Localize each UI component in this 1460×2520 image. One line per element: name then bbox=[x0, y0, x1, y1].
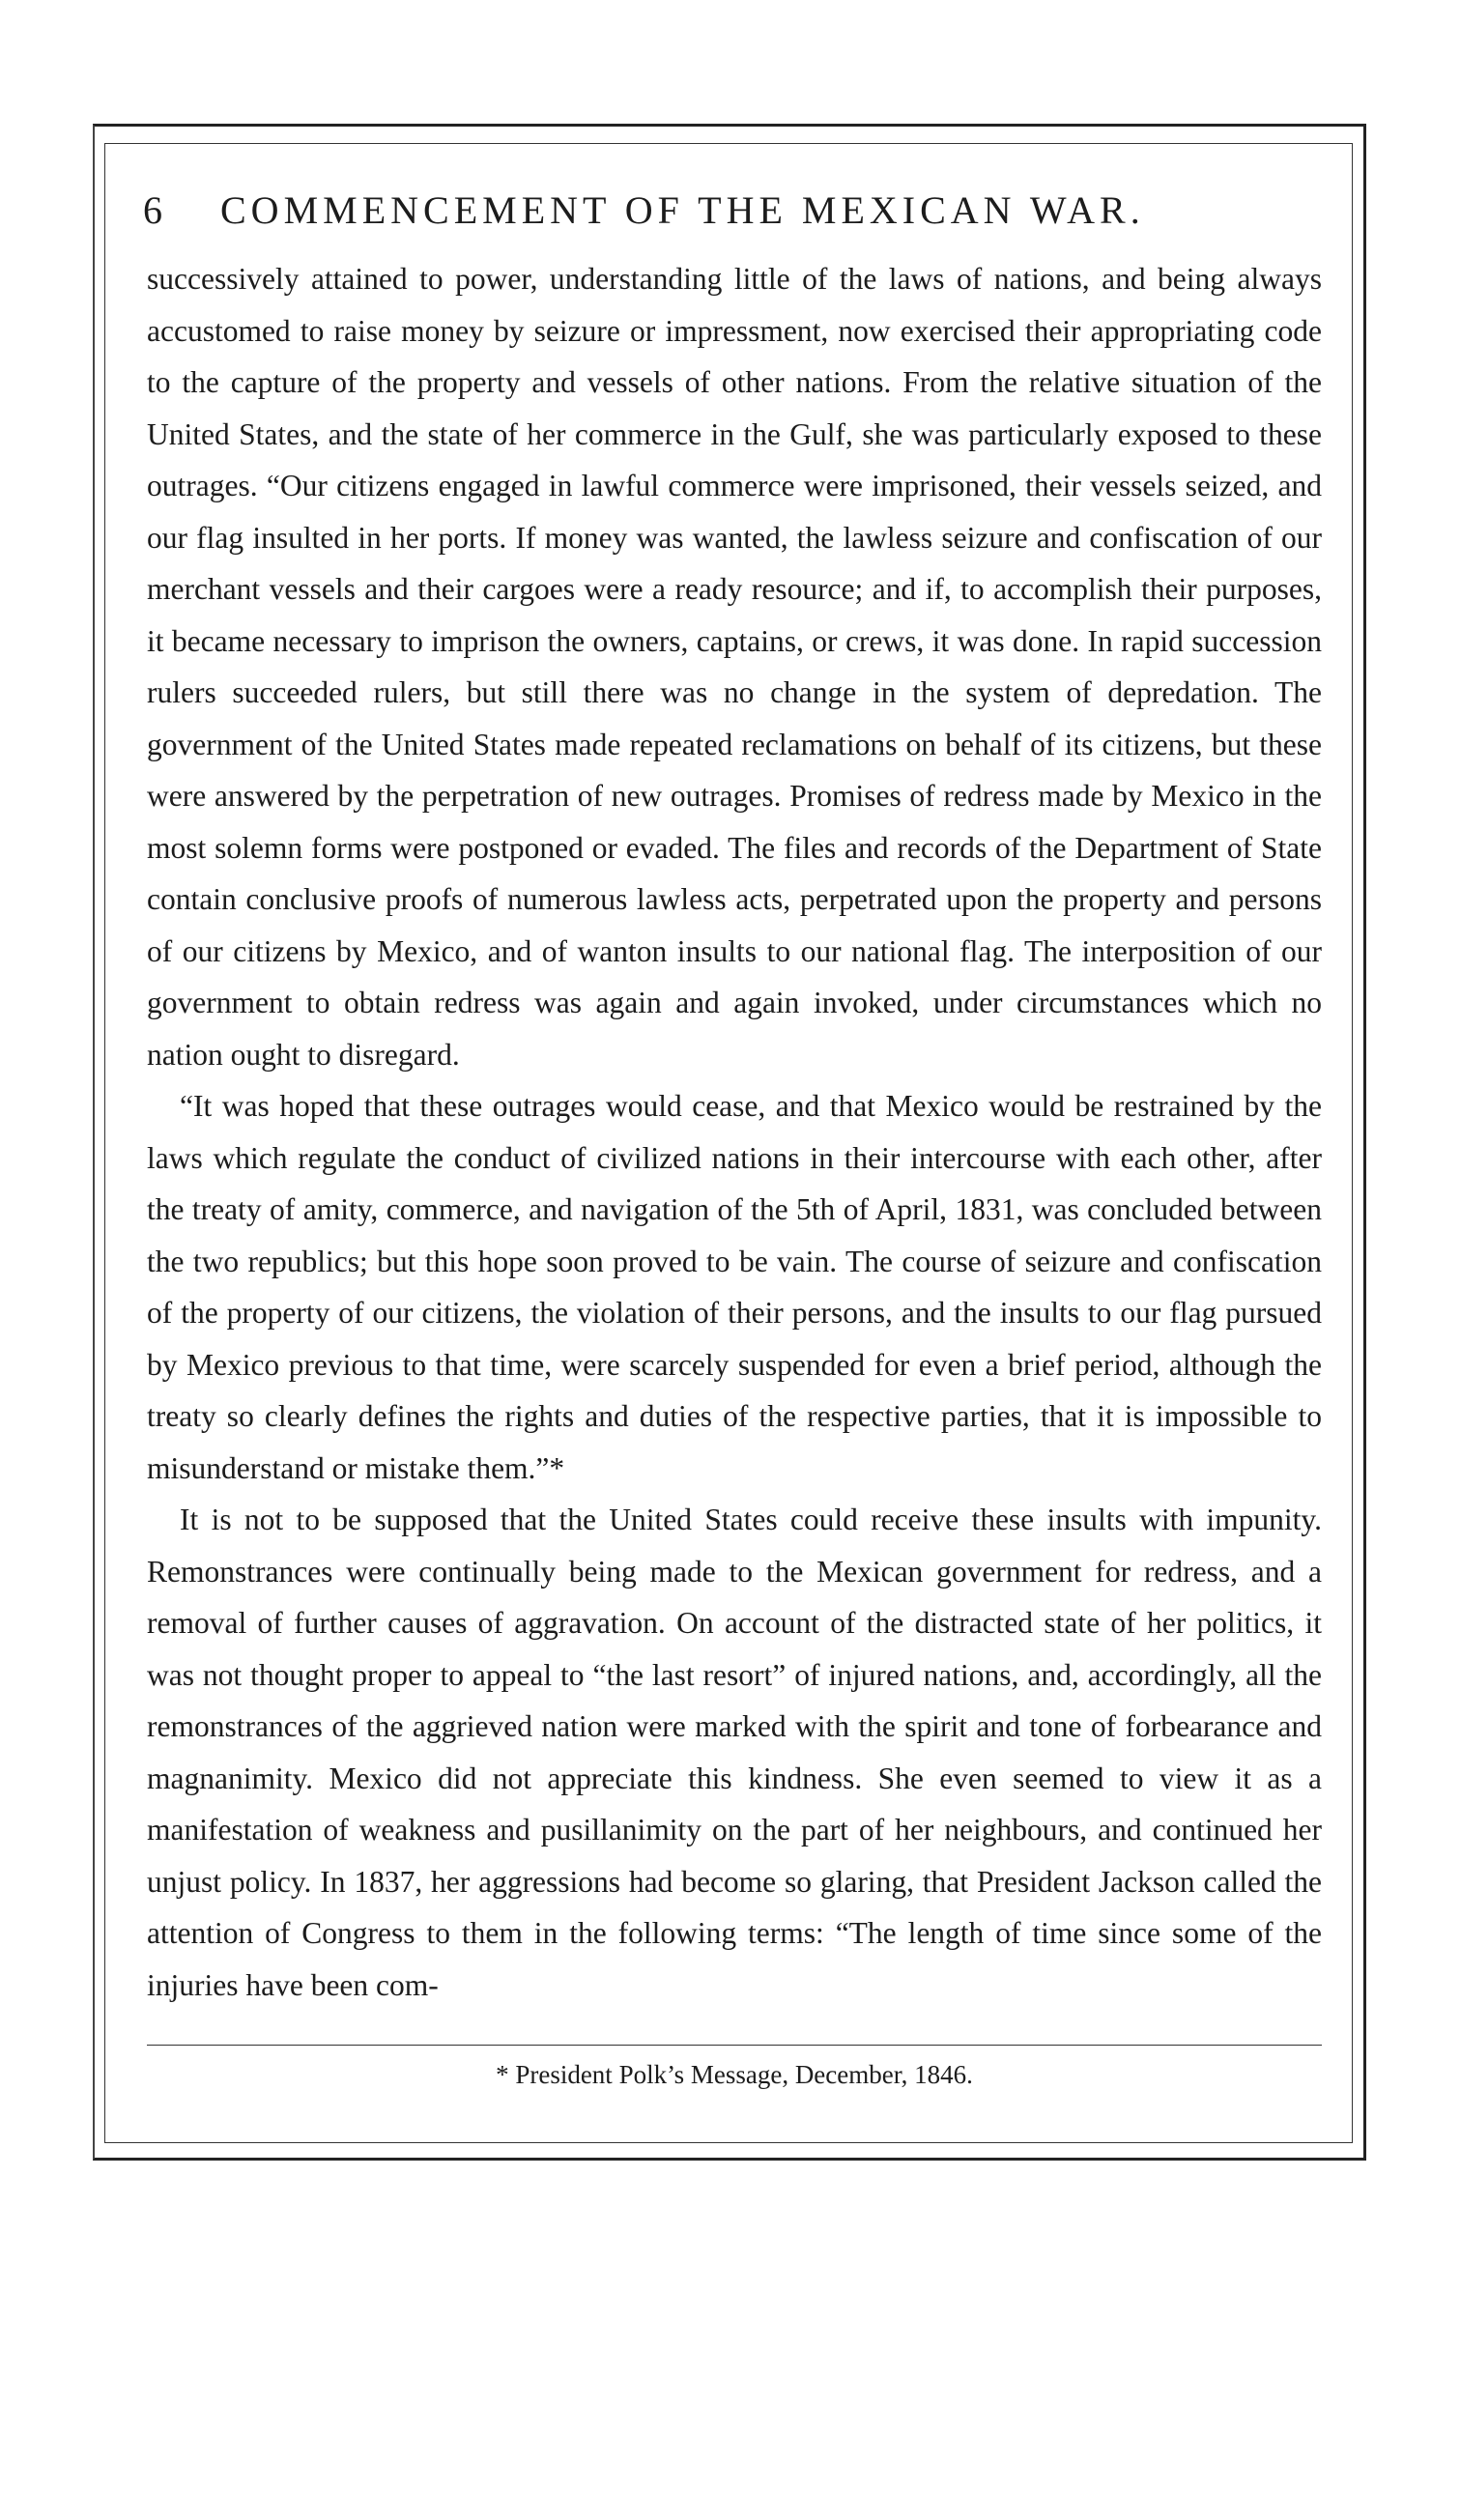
page-number: 6 bbox=[143, 188, 162, 232]
footnote: * President Polk’s Message, December, 1846. bbox=[496, 2060, 973, 2089]
page-title: COMMENCEMENT OF THE MEXICAN WAR. bbox=[220, 188, 1145, 232]
paragraph: “It was hoped that these outrages would cease, and that Mexico would be restrained by the laws which regulate the conduct of civilized nations in their intercourse with each other, after the treaty of amity, commerce, and navigation of the 5th of April, 1831, was concluded between the two republics; but this hope soon proved to be vain. The course of seizure and confiscation of the property of our citizens, the violation of their persons, and the insults to our flag pursued by Mexico previous to that time, were scarcely suspended for even a brief period, although the treaty so clearly defines the rights and duties of the respective parties, that it is impossible to misunderstand or mistake them.”* bbox=[147, 1089, 1322, 1485]
running-head bbox=[143, 182, 1235, 240]
footnote-divider bbox=[147, 2045, 1322, 2046]
paragraph: It is not to be supposed that the United States could receive these insults with impunity. Remonstrances were continually being made to the Mexican government for redress, and a removal of further causes of aggravation. On account of the distracted state of her politics, it was not thought proper to appeal to “the last resort” of injured nations, and, accordingly, all the remonstrances of the aggrieved nation were marked with the spirit and tone of forbearance and magnanimity. Mexico did not appreciate this kindness. She even seemed to view it as a manifestation of weakness and pusillanimity on the part of her neighbours, and continued her unjust policy. In 1837, her aggressions had become so glaring, that President Jackson called the attention of Congress to them in the following terms: “The length of time since some of the injuries have been com- bbox=[147, 1503, 1322, 2002]
body-text bbox=[147, 253, 1322, 2011]
paragraph: successively attained to power, understanding little of the laws of nations, and being always accustomed to raise money by seizure or impressment, now exercised their appropriating code to the capture of the property and vessels of other nations. From the relative situation of the United States, and the state of her commerce in the Gulf, she was particularly exposed to these outrages. “Our citizens engaged in lawful commerce were imprisoned, their vessels seized, and our flag insulted in her ports. If money was wanted, the lawless seizure and confiscation of our merchant vessels and their cargoes were a ready resource; and if, to accomplish their purposes, it became necessary to imprison the owners, captains, or crews, it was done. In rapid succession rulers succeeded rulers, but still there was no change in the system of depredation. The government of the United States made repeated reclamations on behalf of its citizens, but these were answered by the perpetration of new outrages. Promises of redress made by Mexico in the most solemn forms were postponed or evaded. The files and records of the Department of State contain conclusive proofs of numerous lawless acts, perpetrated upon the property and persons of our citizens by Mexico, and of wanton insults to our national flag. The interposition of our government to obtain redress was again and again invoked, under circumstances which no nation ought to disregard. bbox=[147, 262, 1322, 1072]
